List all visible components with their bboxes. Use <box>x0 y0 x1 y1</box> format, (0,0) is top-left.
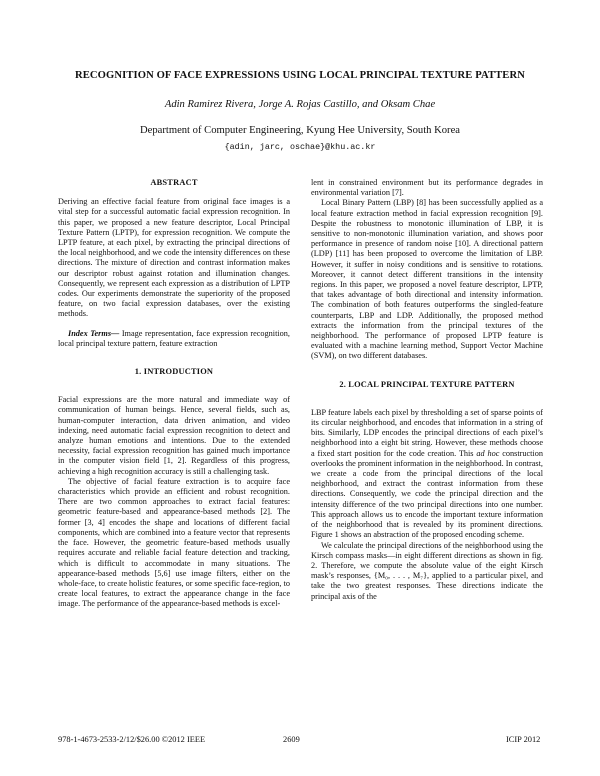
footer-page-number: 2609 <box>283 735 300 744</box>
index-terms <box>58 329 290 349</box>
right-column <box>311 178 543 602</box>
intro-paragraph-2-continued: lent in constrained environment but its performance degrades in environmental variation [7]. <box>311 178 543 198</box>
intro-paragraph-3: Local Binary Pattern (LBP) [8] has been successfully applied as a local feature extraction method in facial expression recognition [9]. Despite the robustness to monotonic illumination of LBP, it is sensitive to non-monotonic illumination variation, and shows poor performance in presence of random noise [10]. A directional pattern (LDP) [11] has been proposed to overcome the limitation of LBP. However, it suffer in noisy conditions and is sensitive to rotations. Moreover, it cannot detect different transitions in the intensity regions. In this paper, we proposed a novel feature descriptor, LPTP, that takes advantage of both directional and intensity information. The combination of both features outperforms the singled-feature counterparts, LBP and LDP. Additionally, the proposed method extracts the information from the principal textures of the neighborhood. The performance of proposed LPTP feature is evaluated with a machine learning method, Support Vector Machine (SVM), on two different databases. <box>311 198 543 361</box>
intro-heading: 1. INTRODUCTION <box>134 367 214 377</box>
section-2-paragraph-1-part-a: LBP feature labels each pixel by thresholding a set of sparse points of its circular neighborhood, and encodes that information in a string of bits. Similarly, LDP encodes the principal directions of each pixel’s neighborhood into a eight bit string. However, these methods choose a fixed start position for the code creation. This <box>311 407 543 458</box>
footer-isbn: 978-1-4673-2533-2/12/$26.00 ©2012 IEEE <box>58 735 206 744</box>
section-2-paragraph-1-part-b: construction overlooks the prominent information in the neighborhood. In contrast, we create a code from the principal directions of the local neighborhood, and extract the contrast information from these directions. Consequently, we code the principal direction and the intensity difference of the two principal directions into one number. This approach allows us to encode the important texture information of the neighborhood that is revealed by its prominent directions. Figure 1 shows an abstraction of the proposed encoding scheme. <box>311 448 543 540</box>
section-2-heading: 2. LOCAL PRINCIPAL TEXTURE PATTERN <box>339 379 515 389</box>
intro-paragraph-1: Facial expressions are the more natural and immediate way of communication of human beings. Hence, several fields, such as, human-computer interaction, data driven animation, and video indexing, need automatic facial expression recognition to detect and analyze human emotions and intentions. Due to the extended necessity, facial expression recognition has gained much importance in the computer vision field [1, 2]. Regardless of this progress, achieving a high recognition accuracy is still a challenging task. <box>58 395 290 476</box>
abstract-heading: ABSTRACT <box>150 178 198 187</box>
paper-emails: {adin, jarc, oschae}@khu.ac.kr <box>224 142 376 152</box>
abstract-text: Deriving an effective facial feature from original face images is a vital step for a successful automatic facial expression recognition. In this paper, we proposed a new feature descriptor, Local Principal Texture Pattern (LPTP), for expression recognition. We compute the LPTP feature, at each pixel, by extracting the principal directions of the local neighborhood, and we code the intensity differences on these directions. The mixture of direction and contrast information makes our descriptor robust against rotation and illumination changes. Consequently, we represent each expression as a distribution of LPTP codes. Our experiments demonstrate the superiority of the proposed feature, on two facial expression databases, over the existing methods. <box>58 197 290 319</box>
footer-conference: ICIP 2012 <box>506 735 541 744</box>
index-terms-label: Index Terms— <box>68 328 120 338</box>
paper-title: RECOGNITION OF FACE EXPRESSIONS USING LOCAL PRINCIPAL TEXTURE PATTERN <box>75 70 525 81</box>
section-2-paragraph-1 <box>311 408 543 541</box>
index-terms-text: Image representation, face expression recognition, local principal texture pattern, feature extraction <box>58 328 290 348</box>
section-2-paragraph-2: We calculate the principal directions of the neighborhood using the Kirsch compass masks—in eight different directions as shown in fig. 2. Therefore, we compute the absolute value of the eight Kirsch mask’s responses, {M₀, . . . , M₇}, applied to a particular pixel, and take the two greatest responses. These directions indicate the principal axis of the <box>311 540 543 601</box>
ad-hoc-emphasis: ad hoc <box>476 448 500 458</box>
paper-authors: Adin Ramirez Rivera, Jorge A. Rojas Castillo, and Oksam Chae <box>164 99 436 110</box>
paper-affiliation: Department of Computer Engineering, Kyung Hee University, South Korea <box>140 125 460 136</box>
intro-paragraph-2: The objective of facial feature extraction is to acquire face characteristics which provide an efficient and robust recognition. There are two common approaches to extract facial features: geometric feature-based and appearance-based methods [2]. The former [3, 4] encodes the shape and locations of different facial components, which are combined into a feature vector that represents the face. However, the geometric feature-based methods usually requires accurate and reliable facial feature detection and tracking, which is difficult to accommodate in many situations. The appearance-based methods [5,6] use image filters, either on the whole-face, to create holistic features, or some specific face-region, to create local features, to extract the appearance change in the face image. The performance of the appearance-based methods is excel- <box>58 476 290 609</box>
left-column <box>58 178 290 610</box>
